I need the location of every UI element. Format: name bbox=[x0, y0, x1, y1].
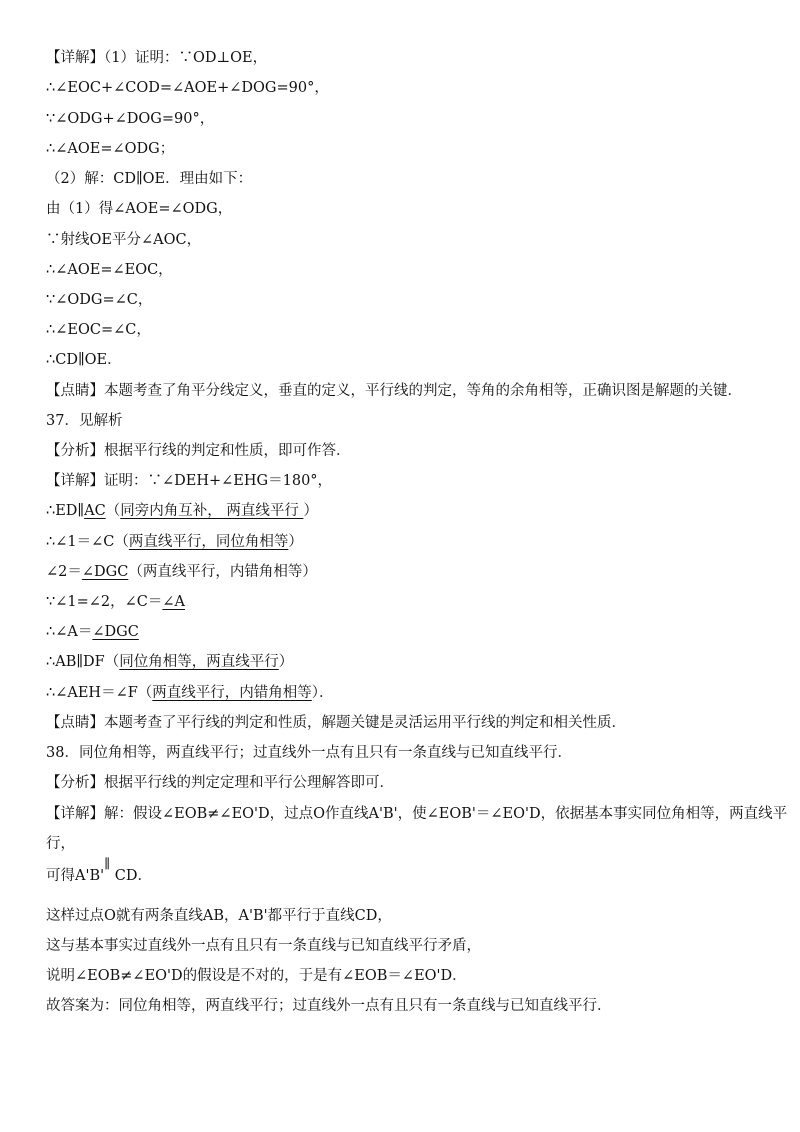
text-line: 【详解】证明：∵∠DEH+∠EHG＝180°， bbox=[46, 473, 333, 489]
answer-blank: 两直线平行，同位角相等 bbox=[128, 534, 289, 550]
text-line bbox=[46, 652, 760, 672]
text-span: ∴AB∥DF（ bbox=[46, 654, 120, 670]
text-line: ∵射线OE平分∠AOC， bbox=[46, 232, 202, 248]
text-span: ∠2＝ bbox=[46, 564, 82, 580]
text-line: ∴∠EOC=∠C， bbox=[46, 322, 151, 338]
text-line: 37．见解析 bbox=[46, 413, 123, 429]
answer-blank: ∠A bbox=[162, 594, 185, 610]
text-line: 【点睛】本题考查了角平分线定义，垂直的定义，平行线的判定，等角的余角相等，正确识图是解题的关键． bbox=[46, 383, 742, 399]
text-line: （2）解：CD∥OE．理由如下： bbox=[46, 171, 253, 187]
text-line: ∴∠EOC+∠COD=∠AOE+∠DOG=90°， bbox=[46, 80, 329, 96]
text-span: ） bbox=[303, 503, 318, 519]
text-line: 【详解】解：假设∠EOB≠∠EO'D，过点O作直线A'B'，使∠EOB'＝∠EO'D，依据基本事实同位角相等，两直线平 bbox=[46, 806, 788, 822]
text-line: 【分析】根据平行线的判定定理和平行公理解答即可． bbox=[46, 775, 394, 791]
text-line bbox=[46, 857, 760, 887]
answer-blank: 两直线平行，内错角相等 bbox=[152, 685, 312, 701]
text-line: 【分析】根据平行线的判定和性质，即可作答． bbox=[46, 443, 351, 459]
text-line: ∴∠AOE=∠ODG； bbox=[46, 141, 175, 157]
text-span: ）． bbox=[311, 685, 334, 701]
text-line: 行， bbox=[46, 836, 75, 852]
answer-blank: 同旁内角互补， 两直线平行 bbox=[120, 503, 304, 519]
answer-blank: 同位角相等，两直线平行 bbox=[119, 654, 279, 670]
text-span: （两直线平行，内错角相等） bbox=[128, 564, 317, 580]
text-span: ∴∠AEH＝∠F（ bbox=[46, 685, 153, 701]
text-line: ∴∠AOE=∠EOC， bbox=[46, 262, 173, 278]
text-line: ∵∠ODG=∠C， bbox=[46, 292, 153, 308]
text-span: ∴∠A＝ bbox=[46, 624, 93, 640]
text-line bbox=[46, 532, 760, 552]
text-line: 这样过点O就有两条直线AB，A'B'都平行于直线CD， bbox=[46, 908, 392, 924]
text-line: ∴CD∥OE． bbox=[46, 352, 122, 368]
text-span: ） bbox=[278, 654, 294, 670]
text-line: ∵∠ODG+∠DOG=90°， bbox=[46, 111, 215, 127]
text-span: ∴∠1＝∠C（ bbox=[46, 534, 129, 550]
text-line: 说明∠EOB≠∠EO'D的假设是不对的，于是有∠EOB＝∠EO'D． bbox=[46, 968, 467, 984]
text-span: CD． bbox=[110, 868, 152, 884]
text-line bbox=[46, 622, 760, 642]
text-line bbox=[46, 501, 760, 521]
text-line bbox=[46, 592, 760, 612]
text-span: ∵∠1=∠2，∠C＝ bbox=[46, 594, 163, 610]
text-line: 这与基本事实过直线外一点有且只有一条直线与已知直线平行矛盾， bbox=[46, 938, 481, 954]
text-span: 可得A'B' bbox=[46, 868, 105, 884]
text-span: （ bbox=[105, 503, 121, 519]
text-line bbox=[46, 683, 760, 703]
answer-blank: ∠DGC bbox=[92, 624, 139, 640]
text-line: 故答案为：同位角相等，两直线平行；过直线外一点有且只有一条直线与已知直线平行． bbox=[46, 998, 612, 1014]
text-line bbox=[46, 562, 760, 582]
text-span: ） bbox=[288, 534, 303, 550]
text-span: ∴ED∥ bbox=[46, 503, 85, 519]
text-line: 38．同位角相等，两直线平行；过直线外一点有且只有一条直线与已知直线平行． bbox=[46, 745, 572, 761]
answer-blank: ∠DGC bbox=[81, 564, 129, 580]
answer-blank: AC bbox=[84, 503, 106, 519]
parallel-symbol: ∥ bbox=[104, 857, 111, 872]
text-line: 【详解】（1）证明：∵OD⊥OE， bbox=[46, 50, 268, 66]
text-line: 【点睛】本题考查了平行线的判定和性质，解题关键是灵活运用平行线的判定和相关性质． bbox=[46, 715, 626, 731]
text-line: 由（1）得∠AOE=∠ODG， bbox=[46, 201, 233, 217]
